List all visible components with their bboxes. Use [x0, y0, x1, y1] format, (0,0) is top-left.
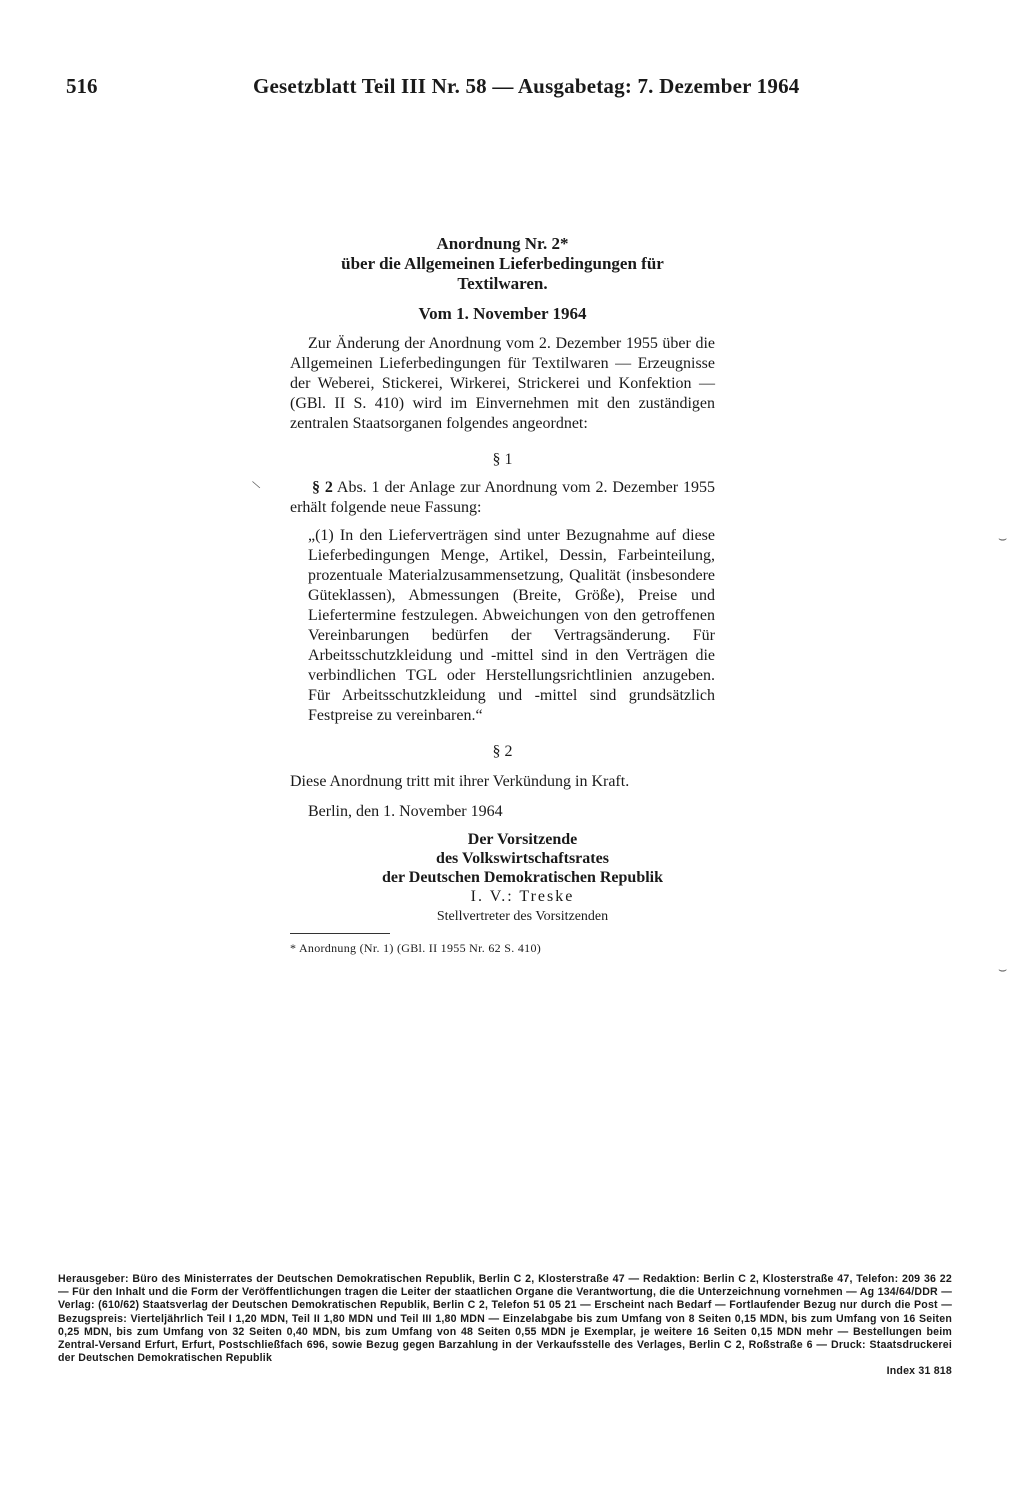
edge-mark: ⌣ [998, 532, 1008, 547]
signatory-line: Der Vorsitzende [467, 831, 578, 848]
title-line: Anordnung Nr. 2* [436, 234, 569, 253]
imprint-text: Herausgeber: Büro des Ministerrates der Deutschen Demokratischen Republik, Berlin C 2, Klosterstraße 47 — Redaktion: Berlin C 2, Klosterstraße 47, Telefon: 209 36 22 — Für den Inhalt und die Form der Veröffentlichungen tragen die Leiter der staatlichen Organe die Verantwortung, die die Unterzeichnung vornehmen — Ag 134/64/DDR — Verlag: (610/62) Staatsverlag der Deutschen Demokratischen Republik, Berlin C 2, Telefon 51 05 21 — Erscheint nach Bedarf — Fortlaufender Bezug nur durch die Post — Bezugspreis: Vierteljährlich Teil I 1,20 MDN, Teil II 1,80 MDN und Teil III 1,80 MDN — Einzelabgabe bis zum Umfang von 8 Seiten 0,15 MDN, bis zum Umfang von 16 Seiten 0,25 MDN, bis zum Umfang von 32 Seiten 0,40 MDN, bis zum Umfang von 48 Seiten 0,55 MDN je Exemplar, je weitere 16 Seiten 0,15 MDN mehr — Bestellungen beim Zentral-Versand Erfurt, Erfurt, Postschließfach 696, sowie Bezug gegen Barzahlung in der Verkaufsstelle des Verlages, Berlin C 2, Roßstraße 6 — Druck: Staatsdruckerei der Deutschen Demokratischen Republik [58, 1273, 952, 1365]
amended-paragraph-quote: „(1) In den Lieferverträgen sind unter Bezugnahme auf diese Lieferbedingungen Menge, Artikel, Dessin, Farbeinteilung, prozentuale Materialzusammensetzung, Qualität (insbesondere Güteklassen), Abmessungen (Breite, Größe), Preise und Liefertermine festzulegen. Abweichungen von den getroffenen Vereinbarungen bedürfen der Vertragsänderung. Für Arbeitsschutzkleidung und -mittel sind in den Verträgen die verbindlichen TGL oder Herstellungsrichtlinien anzugeben. Für Arbeitsschutzkleidung und -mittel sind grundsätzlich Festpreise zu vereinbaren.“ [308, 527, 715, 724]
ordinance [290, 234, 715, 958]
index-number: Index 31 818 [886, 1365, 952, 1378]
page-header [0, 74, 1024, 104]
footnote-divider [290, 933, 390, 934]
section-2-text: Diese Anordnung tritt mit ihrer Verkündung in Kraft. [290, 773, 630, 790]
signatory-name: I. V.: Treske [470, 888, 575, 905]
signatory-role: Stellvertreter des Vorsitzenden [436, 909, 609, 924]
signatory-block [290, 830, 715, 887]
section-2-heading: § 2 [492, 743, 513, 760]
ordinance-title [290, 234, 715, 294]
footnote: * Anordnung (Nr. 1) (GBl. II 1955 Nr. 62 S. 410) [290, 941, 542, 955]
title-line: Textilwaren. [457, 274, 548, 293]
margin-pencil-mark: \ [251, 478, 263, 494]
signatory-line: der Deutschen Demokratischen Republik [381, 869, 664, 886]
section-reference: § 2 [312, 479, 333, 496]
edge-mark: ⌣ [998, 963, 1008, 978]
preamble: Zur Änderung der Anordnung vom 2. Dezember 1955 über die Allgemeinen Lieferbedingungen für Textilwaren — Erzeugnisse der Weberei, Stickerei, Wirkerei, Strickerei und Konfektion — (GBl. II S. 410) wird im Einvernehmen mit den zuständigen zentralen Staatsorganen folgendes angeordnet: [290, 335, 715, 432]
page-number: 516 [66, 74, 98, 98]
section-1-heading: § 1 [492, 451, 513, 468]
footer-index-row [58, 1365, 952, 1378]
imprint-footer [58, 1273, 952, 1379]
signatory-line: des Volkswirtschaftsrates [436, 850, 609, 867]
title-line: über die Allgemeinen Lieferbedingungen für [341, 254, 664, 273]
gazette-title: Gesetzblatt Teil III Nr. 58 — Ausgabetag: 7. Dezember 1964 [253, 74, 800, 98]
section-1-text [290, 478, 715, 518]
place-and-date: Berlin, den 1. November 1964 [308, 803, 503, 820]
ordinance-date: Vom 1. November 1964 [418, 304, 587, 323]
section-1-body: Abs. 1 der Anlage zur Anordnung vom 2. Dezember 1955 erhält folgende neue Fassung: [290, 479, 715, 516]
